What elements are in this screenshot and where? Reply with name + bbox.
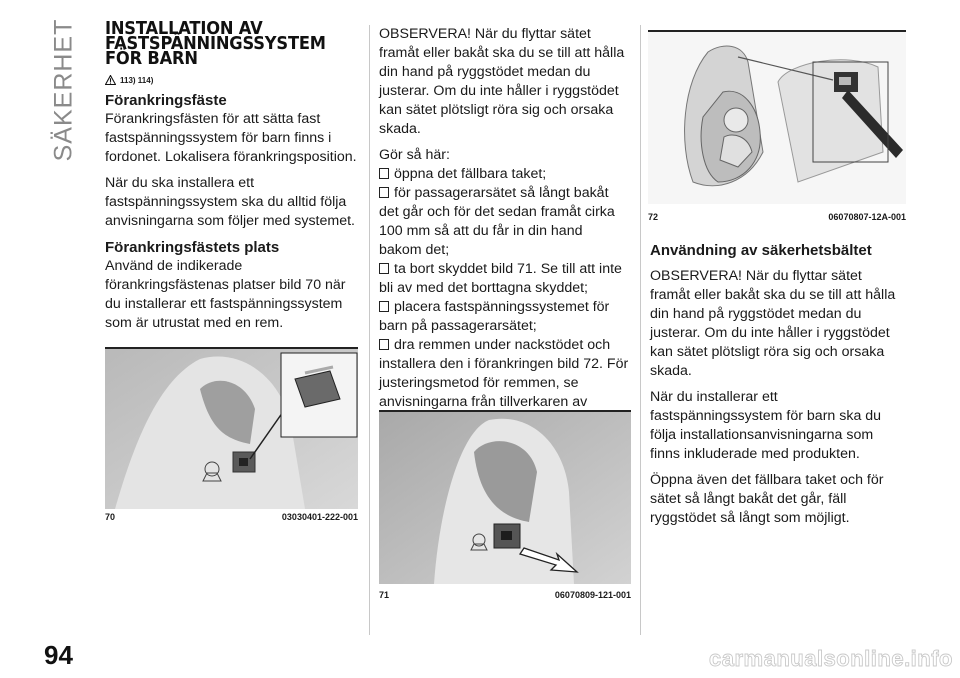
child-seat-strap-illustration (648, 32, 906, 204)
subheading-seatbelt-use: Användning av säkerhetsbältet (650, 242, 872, 259)
figure-70 (105, 347, 358, 532)
list-item: dra remmen under nackstödet och installera den i förankringen bild 72. För justeringsmetod för remmen, se anvisningarna från tillverkaren av (379, 337, 629, 410)
warning-triangle-icon (105, 75, 116, 85)
figure-caption (648, 212, 906, 222)
warning-references (105, 75, 361, 85)
figure-code: 03030401-222-001 (281, 512, 358, 522)
paragraph: OBSERVERA! När du flyttar sätet framåt eller bakåt ska du se till att hålla din hand på ryggstödet medan du justerar. Om du inte håller i ryggstödet kan sätet plötsligt röra sig och orsaka skada. (379, 26, 625, 137)
figure-image (379, 410, 631, 584)
bullet-icon (379, 339, 389, 350)
figure-caption (105, 512, 358, 522)
bullet-icon (379, 263, 389, 274)
reference-numbers: 113) 114) (120, 75, 154, 85)
paragraph: När du ska installera ett fastspänningssystem ska du alltid följa anvisningarna som följer med systemet. (105, 175, 355, 229)
column-divider (640, 25, 641, 635)
figure-71 (379, 410, 631, 610)
list-item: ta bort skyddet bild 71. Se till att inte bli av med det borttagna skyddet; (379, 261, 622, 296)
figure-code: 06070807-12A-001 (828, 212, 906, 222)
figure-code: 06070809-121-001 (554, 590, 631, 600)
figure-72 (648, 30, 906, 230)
column-2 (379, 25, 634, 431)
svg-text:carmanualsonline.info: carmanualsonline.info (709, 648, 953, 670)
figure-image (648, 30, 906, 204)
paragraph: Gör så här: (379, 147, 450, 163)
list-item: placera fastspänningssystemet för barn på passagerarsätet; (379, 299, 610, 334)
column-3 (650, 241, 908, 528)
list-item: öppna det fällbara taket; (379, 165, 634, 184)
watermark-logo (535, 648, 955, 670)
figure-number: 70 (105, 512, 116, 522)
section-title: SÄKERHET (49, 18, 78, 162)
paragraph: Öppna även det fällbara taket och för sätet så långt bakåt det går, fäll ryggstödet så långt som möjligt. (650, 472, 884, 526)
subheading-anchorage-location: Förankringsfästets plats (105, 239, 280, 256)
figure-caption (379, 590, 631, 600)
column-1 (105, 19, 361, 333)
section-side-tab (49, 18, 78, 162)
seat-anchorage-illustration (105, 349, 358, 509)
main-heading: INSTALLATION AV FASTSPÄNNINGSSYSTEM FÖR BARN (105, 19, 326, 69)
bullet-icon (379, 301, 389, 312)
paragraph: Använd de indikerade förankringsfästenas platser bild 70 när du installerar ett fastspänningssystem som är utrustat med en rem. (105, 258, 346, 331)
bullet-icon (379, 187, 389, 198)
paragraph: OBSERVERA! När du flyttar sätet framåt eller bakåt ska du se till att hålla din hand på ryggstödet medan du justerar. Om du inte håller i ryggstödet kan sätet plötsligt röra sig och orsaka skada. (650, 268, 896, 379)
figure-number: 72 (648, 212, 659, 222)
remove-cover-illustration (379, 412, 631, 584)
paragraph: När du installerar ett fastspänningssystem för barn ska du följa installationsanvisningarna som finns inkluderade med produkten. (650, 389, 882, 462)
figure-image (105, 347, 358, 509)
figure-number: 71 (379, 590, 390, 600)
list-item: för passagerarsätet så långt bakåt det går och för det sedan framåt cirka 100 mm så att du får in din hand bakom det; (379, 185, 615, 258)
page-number: 94 (44, 640, 73, 670)
paragraph: Förankringsfästen för att sätta fast fastspänningssystem för barn finns i fordonet. Lokalisera förankringsposition. (105, 111, 357, 165)
column-divider (369, 25, 370, 635)
bullet-icon (379, 168, 389, 179)
subheading-anchorage: Förankringsfäste (105, 92, 227, 109)
